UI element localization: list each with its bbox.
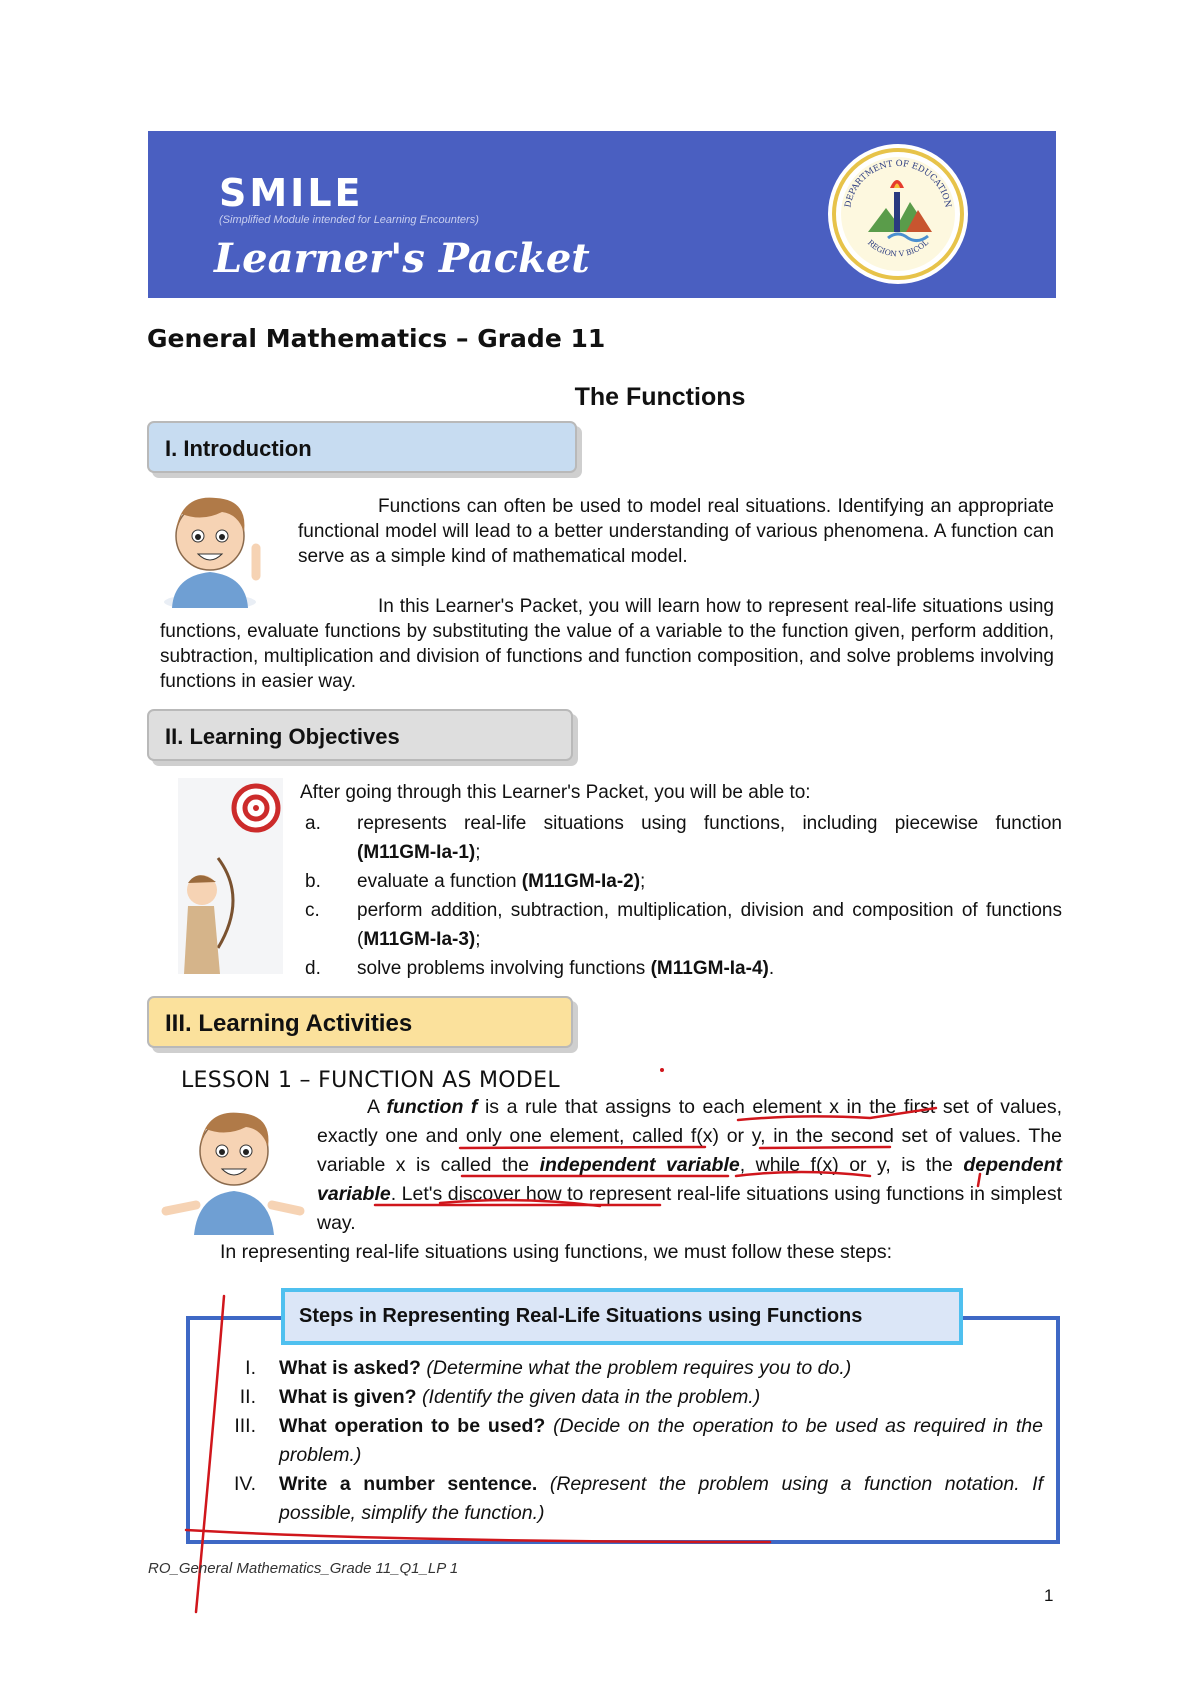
objective-item: a. represents real-life situations using functions, including piecewise function (M11GM-Ia-1);: [300, 809, 1062, 867]
header-banner: [148, 131, 1056, 298]
objective-item: d. solve problems involving functions (M11GM-Ia-4).: [300, 954, 1062, 983]
document-title: General Mathematics – Grade 11: [147, 324, 606, 353]
section-activities-header: III. Learning Activities: [147, 996, 573, 1048]
objective-marker: c.: [305, 900, 320, 921]
footer-text: RO_General Mathematics_Grade 11_Q1_LP 1: [148, 1560, 459, 1577]
lesson-title: LESSON 1 – FUNCTION AS MODEL: [181, 1068, 560, 1093]
objectives-lead: After going through this Learner's Packet, you will be able to:: [300, 782, 811, 803]
function-definition: A function f is a rule that assigns to each element x in the first set of values, exactly one and only one element, called f(x) or y, in the second set of values. The variable x is called the independent variable, while f(x) or y, is the dependent variable. Let's discover how to represent real-life situations using functions in simplest way.: [317, 1096, 1062, 1234]
step-item: III. What operation to be used? (Decide on the operation to be used as required in the problem.): [234, 1415, 1043, 1466]
archer-illustration: [178, 778, 283, 974]
banner-packet-label: Learner's Packet: [214, 235, 590, 282]
term-function-f: function f: [386, 1096, 478, 1118]
page-number: 1: [1044, 1586, 1054, 1605]
boy-explaining-illustration: [160, 1095, 306, 1235]
step-item: I. What is asked? (Determine what the problem requires you to do.): [245, 1357, 852, 1379]
objective-item: c. perform addition, subtraction, multiplication, division and composition of functions (M11GM-Ia-3);: [300, 896, 1062, 954]
objective-item: b. evaluate a function (M11GM-Ia-2);: [300, 867, 1062, 896]
objective-marker: a.: [305, 813, 321, 834]
deped-seal-logo: [828, 144, 968, 284]
banner-title: SMILE: [219, 171, 364, 215]
boy-pointing-illustration: [152, 484, 282, 608]
section-objectives-header: II. Learning Objectives: [147, 709, 573, 761]
step-item: II. What is given? (Identify the given data in the problem.): [239, 1386, 761, 1408]
topic-title: The Functions: [574, 383, 746, 411]
term-dependent-variable: dependent variable: [317, 1154, 1062, 1205]
intro-paragraph-2: In this Learner's Packet, you will learn how to represent real-life situations using functions, evaluate functions by substituting the value of a variable to the function given, perform addition, subtraction, multiplication and division of functions and function composition, and solve problems involving functions in easier way.: [160, 596, 1054, 692]
section-introduction-header: I. Introduction: [147, 421, 577, 473]
objective-marker: d.: [305, 958, 321, 979]
step-item: IV. Write a number sentence. (Represent the problem using a function notation. If possible, simplify the function.): [233, 1473, 1043, 1524]
steps-lead: In representing real-life situations using functions, we must follow these steps:: [220, 1241, 893, 1263]
banner-subtitle: (Simplified Module intended for Learning Encounters): [219, 214, 479, 226]
objectives-list: [300, 809, 1062, 983]
intro-paragraph-1: Functions can often be used to model real situations. Identifying an appropriate functional model will lead to a better understanding of various phenomena. A function can serve as a simple kind of mathematical model.: [298, 496, 1054, 567]
steps-title: Steps in Representing Real-Life Situations using Functions: [281, 1288, 963, 1345]
svg-text:DEPARTMENT OF EDUCATION: DEPARTMENT OF EDUCATION: [843, 158, 953, 209]
objective-marker: b.: [305, 871, 321, 892]
svg-text:REGION V BICOL: REGION V BICOL: [865, 238, 931, 259]
term-independent-variable: independent variable: [539, 1154, 740, 1176]
steps-list: [208, 1354, 1043, 1528]
